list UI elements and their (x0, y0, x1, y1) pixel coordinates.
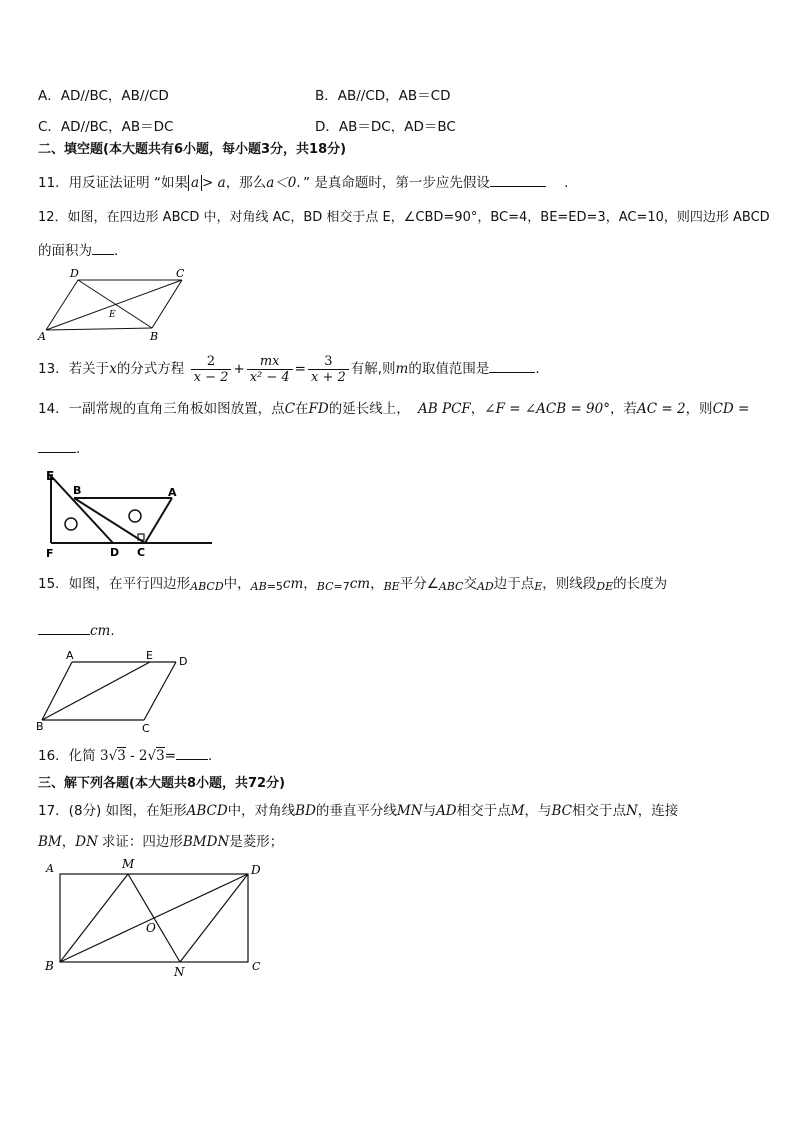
segment-be (42, 662, 150, 720)
fraction-3: $\frac{3}{x + 2}$ (308, 354, 349, 385)
label-m: M (122, 857, 135, 871)
label-d: D (70, 267, 79, 280)
segment-bm (60, 874, 128, 962)
question-15: 15．如图，在平行四边形ABCD中，AB=5cm，BC=7cm，BE平分∠ABC交AD边于点E，则线段DE的长度为 (38, 576, 668, 593)
question-17: 17．(8分) 如图，在矩形ABCD中，对角线BD的垂直平分线MN与AD相交于点M，与BC相交于点N，连接 (38, 803, 679, 819)
label-a: A (46, 862, 54, 875)
answer-blank (38, 438, 76, 453)
label-d: D (179, 655, 188, 668)
label-c: C (252, 960, 261, 973)
diagonal-bd (78, 280, 152, 328)
label-e: E (109, 310, 116, 320)
edge-cb (152, 280, 182, 328)
answer-blank (490, 172, 546, 187)
option-d: D．AB＝DC，AD＝BC (315, 119, 456, 135)
label-b: B (73, 484, 82, 497)
label-c: C (142, 722, 150, 735)
section-3-heading: 三、解下列各题(本大题共8小题，共72分) (38, 776, 286, 791)
label-o: O (146, 921, 156, 935)
option-a: A．AD//BC，AB//CD (38, 88, 169, 104)
label-e: E (46, 469, 55, 483)
answer-blank (38, 620, 90, 635)
answer-blank (489, 358, 535, 373)
label-b: B (150, 330, 159, 343)
question-14: 14．一副常规的直角三角板如图放置，点C在FD的延长线上， AB PCF，∠F = ∠ACB = 90°，若AC = 2，则CD = (38, 401, 750, 417)
label-e: E (146, 649, 153, 662)
segment-dn (180, 874, 248, 962)
figure-q15 (36, 648, 201, 734)
label-b: B (45, 959, 54, 973)
segment-mn (128, 874, 180, 962)
diagonal-ac (46, 280, 182, 330)
section-2-heading: 二、填空题(本大题共有6小题，每小题3分，共18分) (38, 142, 347, 157)
label-n: N (174, 965, 185, 979)
edge-ad (46, 280, 78, 330)
question-15-line2: cm. (38, 620, 115, 640)
label-f: F (46, 547, 54, 560)
hole-circle (129, 510, 141, 522)
label-c: C (137, 546, 146, 559)
label-d: D (110, 546, 120, 559)
label-a: A (66, 649, 74, 662)
question-14-line2: . (38, 438, 80, 458)
option-b: B．AB//CD，AB＝CD (315, 88, 451, 104)
edge-bc (74, 498, 145, 543)
question-11: 11．用反证法证明 “如果 a > a，那么a＜0．” 是真命题时，第一步应先假设 . (38, 172, 568, 192)
question-17-line2: BM，DN 求证：四边形BMDN是菱形； (38, 834, 284, 850)
question-16: 16．化简 3√3 - 2√3= . (38, 745, 212, 765)
answer-blank (92, 240, 114, 255)
question-12-line2: 的面积为 . (38, 240, 118, 260)
answer-blank (176, 745, 208, 760)
label-d: D (251, 863, 261, 877)
fraction-1: $\frac{2}{x - 2}$ (191, 354, 232, 385)
label-b: B (36, 720, 44, 733)
figure-q12 (36, 266, 196, 344)
option-c: C．AD//BC，AB＝DC (38, 119, 174, 135)
figure-q17 (40, 856, 270, 981)
edge-dc (144, 662, 176, 720)
edge-ac (145, 498, 172, 543)
fraction-2: $\frac{mx}{\text{x² − 4}}$ (247, 354, 293, 385)
edge-ab (46, 328, 152, 330)
question-12: 12．如图，在四边形 ABCD 中，对角线 AC，BD 相交于点 E，∠CBD=90°，BC=4，BE=ED=3，AC=10，则四边形 ABCD (38, 210, 770, 225)
hole-circle (65, 518, 77, 530)
label-c: C (176, 267, 185, 280)
label-a: A (168, 486, 177, 499)
label-a: A (38, 330, 46, 343)
question-13: 13．若关于x的分式方程 $\frac{2}{x - 2}$ + $\frac{mx}{\text{x² − 4}}$ = $\frac{3}{x + 2}$ 有解,则m的取值范围是 . (38, 353, 540, 385)
edge-ed (51, 476, 113, 543)
figure-q14 (40, 470, 215, 560)
